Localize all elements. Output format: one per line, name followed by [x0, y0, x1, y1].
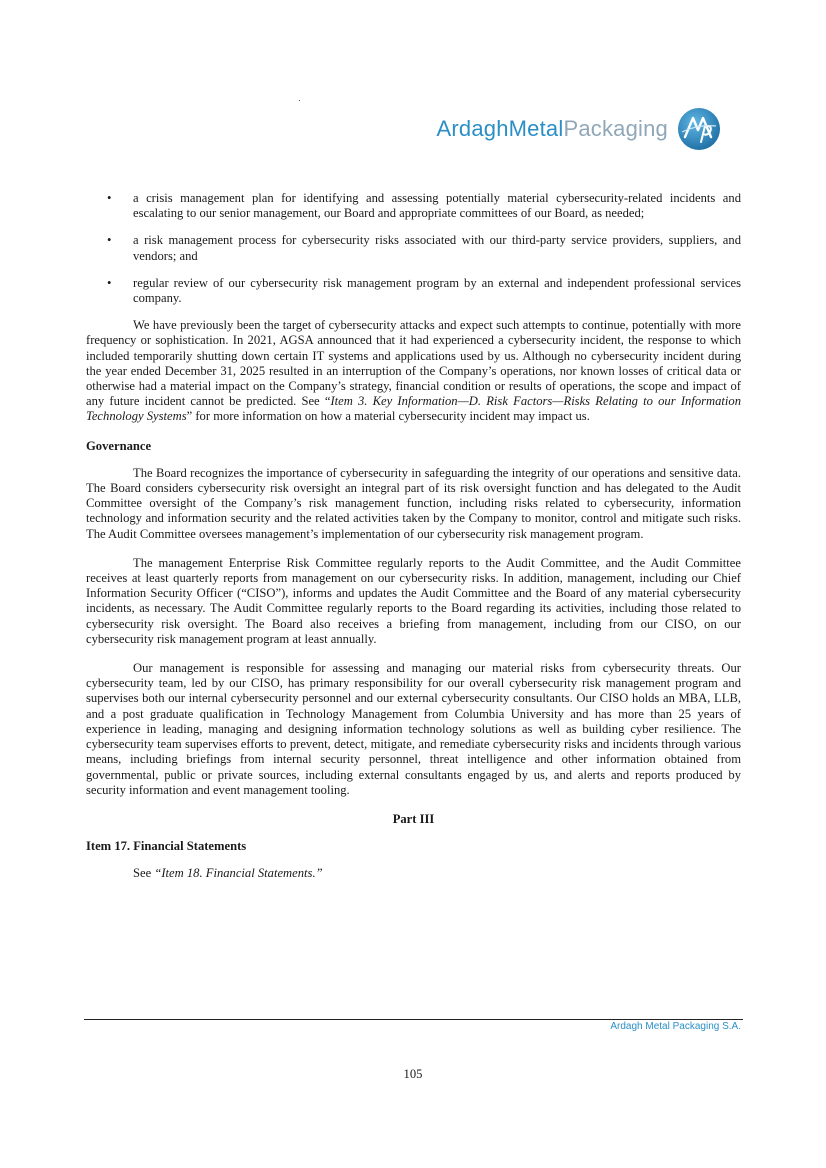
- bullet-marker: •: [107, 191, 112, 205]
- list-item-text: a crisis management plan for identifying and assessing potentially material cybersecurity-related incidents and escalating to our senior management, our Board and appropriate committees of our Board, as needed;: [133, 191, 741, 221]
- bullet-list: [86, 191, 741, 306]
- list-item-text: a risk management process for cybersecurity risks associated with our third-party service providers, suppliers, and vendors; and: [133, 233, 741, 263]
- brand-wordmark: [437, 116, 669, 142]
- governance-heading: Governance: [86, 438, 152, 453]
- paragraph-board-oversight: The Board recognizes the importance of cybersecurity in safeguarding the integrity of our operations and sensitive data. The Board considers cybersecurity risk oversight an integral part of its risk oversight function and has delegated to the Audit Committee oversight of the Company’s risk management function, including risks related to cybersecurity, information technology and information security and the related activities taken by the Company to monitor, control and mitigate such risks. The Audit Committee oversees management’s implementation of our cybersecurity risk management program.: [86, 465, 741, 541]
- bullet-marker: •: [107, 275, 112, 290]
- item3-reference-link: Item 3. Key Information—D. Risk Factors—Risks Relating to our Information Technology Systems: [86, 394, 741, 424]
- brand-word-packaging: Packaging: [563, 116, 668, 141]
- paragraph-cyber-attacks: [86, 318, 741, 424]
- footer-divider: [84, 1019, 743, 1020]
- page-header: [0, 102, 826, 154]
- item17-heading: Item 17. Financial Statements: [86, 839, 247, 854]
- amp-logo-icon: [676, 106, 722, 152]
- page-number: 105: [403, 1067, 423, 1081]
- paragraph-text: We have previously been the target of cybersecurity attacks and expect such attempts to continue, potentially with more frequency or sophistication. In 2021, AGSA announced that it had experienced a cybersecurity incident, the response to which included temporarily shutting down certain IT systems and applications used by us. Although no cybersecurity incident during the year ended December 31, 2025 resulted in an interruption of the Company’s operations, nor known losses of critical data or otherwise had a material impact on the Company’s strategy, financial condition or results of operations, the scope and impact of any future incident cannot be predicted. See “: [86, 318, 741, 409]
- list-item: [86, 191, 741, 221]
- paragraph-management-responsibility: Our management is responsible for assessing and managing our material risks from cybersecurity threats. Our cybersecurity team, led by our CISO, has primary responsibility for our overall cybersecurity risk management program and supervises both our internal cybersecurity personnel and our external cybersecurity consultants. Our CISO holds an MBA, LLB, and a post graduate qualification in Technology Management from Columbia University and has more than 25 years of experience in leading, managing and designing information technology solutions as well as building cyber resilience. The cybersecurity team supervises efforts to prevent, detect, mitigate, and remediate cybersecurity risks and incidents through various means, including briefings from internal security personnel, threat intelligence and other information obtained from governmental, public or private sources, including external consultants engaged by us, and alerts and reports produced by security information and event management tooling.: [86, 661, 741, 797]
- list-item-text: regular review of our cybersecurity risk management program by an external and independent professional services company.: [133, 275, 741, 306]
- see-prefix: See: [133, 866, 155, 881]
- main-content: [86, 191, 741, 896]
- list-item: [86, 233, 741, 263]
- stray-mark: [299, 100, 300, 101]
- bullet-marker: •: [107, 233, 112, 248]
- see-item18-line: [86, 866, 741, 881]
- part-heading: Part III: [392, 811, 435, 826]
- brand-word-metal: Metal: [508, 116, 564, 141]
- brand-word-ardagh: Ardagh: [436, 116, 509, 141]
- paragraph-text: ” for more information on how a material cybersecurity incident may impact us.: [186, 409, 590, 424]
- list-item: [86, 276, 741, 306]
- paragraph-committee-reporting: The management Enterprise Risk Committee regularly reports to the Audit Committee, and the Audit Committee receives at least quarterly reports from management on our cybersecurity risks. In addition, management, including our Chief Information Security Officer (“CISO”), informs and updates the Audit Committee and the Board of any material cybersecurity incidents, as necessary. The Audit Committee regularly reports to the Board regarding its activities, including those related to cybersecurity risk oversight. The Board also receives a briefing from management, including from our CISO, on our cybersecurity risk management program at least annually.: [86, 555, 741, 646]
- item18-reference: “Item 18. Financial Statements.”: [154, 866, 323, 881]
- footer-company-name: Ardagh Metal Packaging S.A.: [610, 1021, 741, 1032]
